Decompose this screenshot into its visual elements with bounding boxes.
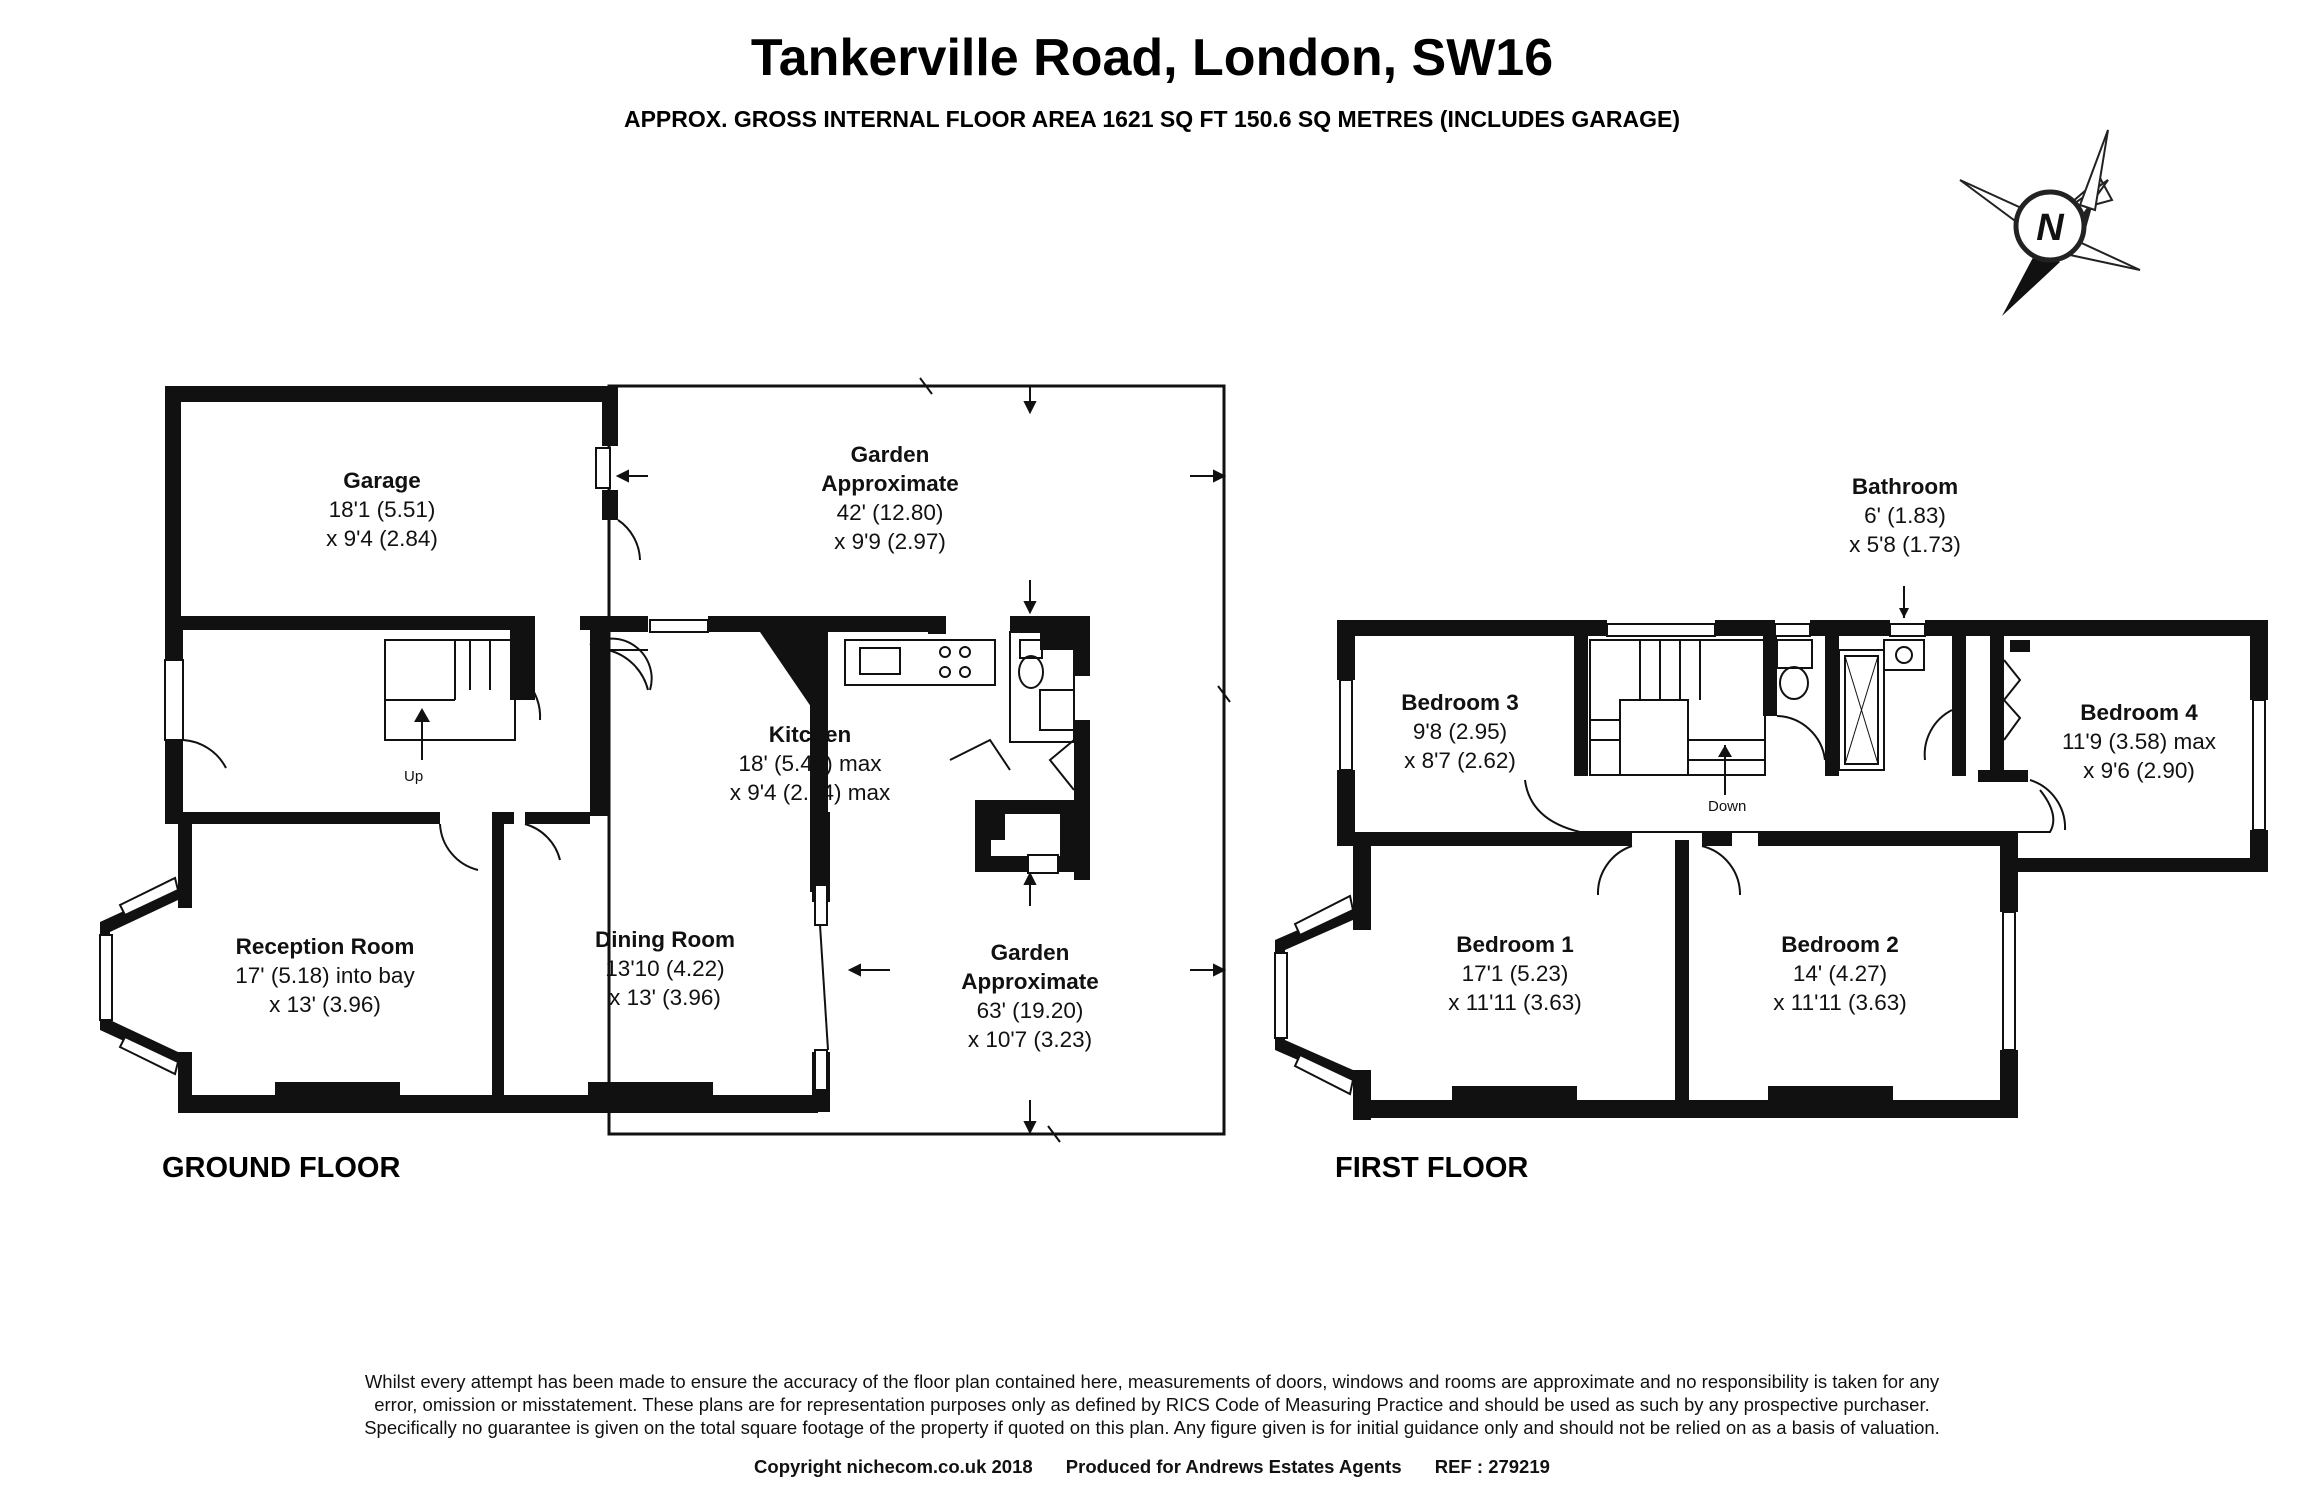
disclaimer-text (290, 1370, 2014, 1439)
room-name: Garage (343, 468, 421, 493)
page-title: Tankerville Road, London, SW16 (750, 29, 1554, 87)
room-dimension: 18'1 (5.51) (328, 497, 436, 522)
room-kitchen (700, 720, 920, 807)
room-dimension: 17'1 (5.23) (1461, 961, 1569, 986)
room-bathroom (1800, 472, 2010, 559)
room-garage (282, 466, 482, 553)
room-name: Garden (990, 940, 1070, 965)
room-name: Bathroom (1851, 474, 1959, 499)
room-dimension: 17' (5.18) into bay (235, 963, 415, 988)
room-dimension: x 9'6 (2.90) (2083, 758, 2195, 783)
room-dimension: 13'10 (4.22) (605, 956, 725, 981)
room-dimension: 9'8 (2.95) (1412, 719, 1508, 744)
room-dimension: 14' (4.27) (1792, 961, 1888, 986)
room-dimension: x 11'11 (3.63) (1773, 990, 1907, 1015)
stairs-up-label: Up (404, 768, 424, 785)
room-bedroom-1 (1400, 930, 1630, 1017)
room-name: Approximate (961, 969, 1099, 994)
room-reception (190, 932, 460, 1019)
ground-floor-label: GROUND FLOOR (162, 1152, 401, 1184)
compass-rose-icon (1960, 130, 2140, 316)
disclaimer-line: error, omission or misstatement. These plans are for representation purposes only as defined by RICS Code of Measuring Practice and should be used as such by any prospective purchaser. (374, 1394, 1930, 1415)
room-bedroom-4 (2036, 698, 2242, 785)
room-garden-side (925, 938, 1135, 1054)
room-name: Bedroom 3 (1401, 690, 1519, 715)
compass-north-label: N (2036, 207, 2064, 249)
copyright-text: Copyright nichecom.co.uk 2018 (754, 1456, 1033, 1477)
disclaimer-line: Specifically no guarantee is given on the total square footage of the property if quoted on this plan. Any figure given is for initial guidance only and should not be relied on as a basis of valuation. (364, 1417, 1940, 1438)
room-dimension: x 10'7 (3.23) (967, 1027, 1093, 1052)
room-name: Dining Room (595, 927, 735, 952)
room-dimension: 63' (19.20) (976, 998, 1084, 1023)
room-dimension: 11'9 (3.58) max (2062, 729, 2216, 754)
reference-text: REF : 279219 (1434, 1456, 1550, 1477)
room-name: Garden (850, 442, 930, 467)
room-dimension: x 13' (3.96) (609, 985, 721, 1010)
room-garden-rear (790, 440, 990, 556)
room-dimension: 6' (1.83) (1864, 503, 1946, 528)
disclaimer-line: Whilst every attempt has been made to ensure the accuracy of the floor plan contained here, measurements of doors, windows and rooms are approximate and no responsibility is taken for any (364, 1371, 1940, 1392)
stairs-down-label: Down (1708, 798, 1747, 815)
room-dimension: x 5'8 (1.73) (1849, 532, 1961, 557)
room-dimension: x 13' (3.96) (269, 992, 381, 1017)
room-name: Bedroom 1 (1456, 932, 1574, 957)
room-dimension: x 9'4 (2.84) (326, 526, 438, 551)
room-name: Reception Room (235, 934, 415, 959)
first-floor-plan (1275, 586, 2268, 1120)
room-dimension: 18' (5.49) max (738, 751, 882, 776)
room-name: Kitchen (768, 722, 852, 747)
room-bedroom-2 (1725, 930, 1955, 1017)
room-dimension: x 11'11 (3.63) (1448, 990, 1582, 1015)
room-name: Bedroom 4 (2080, 700, 2198, 725)
first-floor-label: FIRST FLOOR (1335, 1152, 1529, 1184)
room-dimension: x 9'4 (2.84) max (729, 780, 891, 805)
room-dimension: 42' (12.80) (836, 500, 944, 525)
room-dimension: x 9'9 (2.97) (834, 529, 946, 554)
room-dining (550, 925, 780, 1012)
room-name: Approximate (821, 471, 959, 496)
footer (0, 1456, 2304, 1478)
produced-for-text: Produced for Andrews Estates Agents (1065, 1456, 1402, 1477)
room-bedroom-3 (1370, 688, 1550, 775)
room-dimension: x 8'7 (2.62) (1404, 748, 1516, 773)
floor-area-subtitle: APPROX. GROSS INTERNAL FLOOR AREA 1621 SQ FT 150.6 SQ METRES (INCLUDES GARAGE) (623, 106, 1681, 132)
room-name: Bedroom 2 (1781, 932, 1899, 957)
